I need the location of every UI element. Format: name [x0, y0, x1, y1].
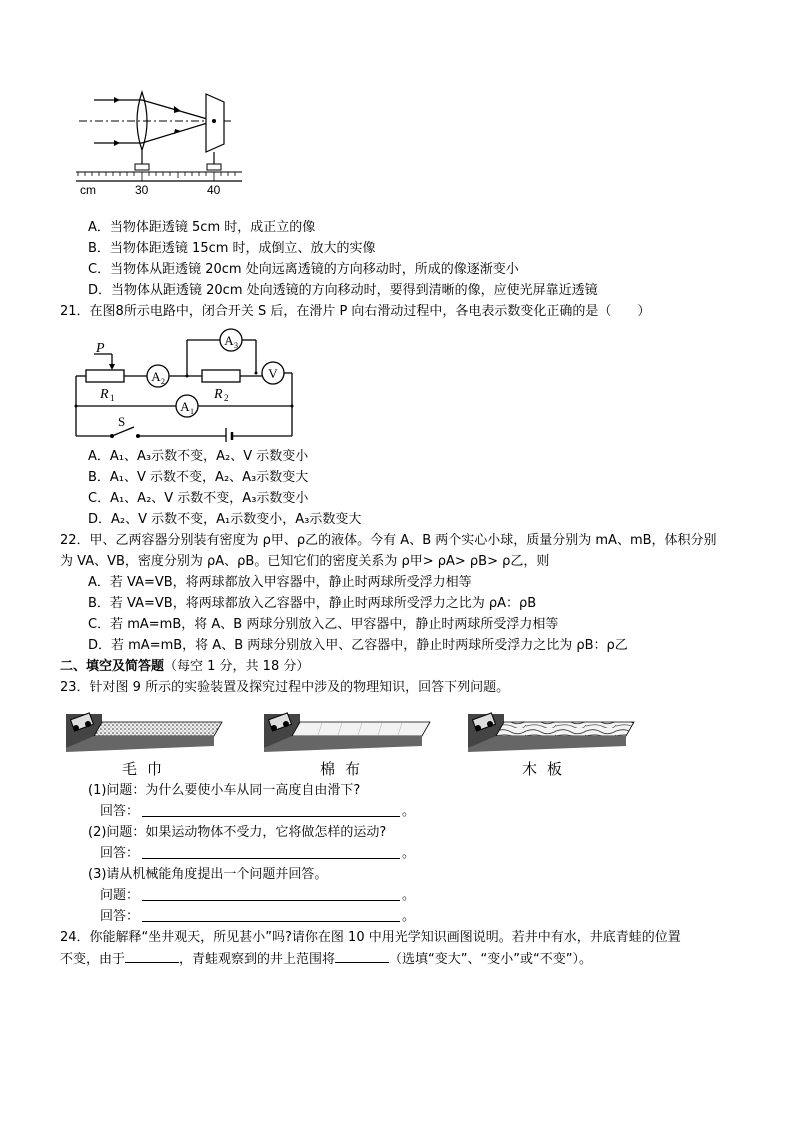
section-title: 二、填空及简答题 [60, 659, 165, 674]
circuit-label-r2-sub: 2 [224, 393, 229, 403]
q21-option-c: C．A₁、A₂、V 示数不变，A₃示数变小 [88, 491, 309, 506]
q23-answer-3-label: 回答： [100, 909, 140, 924]
ammeter-a3-sub: 3 [234, 341, 238, 350]
q23-question-3-field[interactable] [142, 900, 400, 901]
bench-unit: cm [80, 183, 96, 197]
ammeter-a1-sub: 1 [190, 407, 194, 416]
q20-option-a: A．当物体距透镜 5cm 时，成正立的像 [88, 220, 316, 235]
section-heading [60, 658, 309, 676]
q24-text-b: ，青蛙观察到的井上范围将 [179, 952, 336, 967]
q22-option-c: C．若 mA=mB，将 A、B 两球分别放入乙、甲容器中，静止时两球所受浮力相等 [88, 617, 559, 632]
surface-label-wood: 木板 [522, 760, 573, 778]
q23-question-1: (1)问题：为什么要使小车从同一高度自由滑下? [88, 783, 361, 798]
surface-label-cotton: 棉布 [320, 760, 371, 778]
q21-option-d: D．A₂、V 示数不变，A₁示数变小，A₃示数变大 [88, 512, 362, 527]
circuit-label-s: S [118, 414, 126, 429]
bench-tick-40: 40 [207, 183, 221, 197]
q20-option-d: D．当物体从距透镜 20cm 处向透镜的方向移动时，要得到清晰的像，应使光屏靠近透镜 [88, 283, 598, 298]
circuit-label-r1: R [100, 387, 109, 402]
ammeter-a2-sub: 2 [161, 377, 165, 386]
voltmeter-v-label: V [268, 366, 278, 381]
q24-text-c: （选填“变大”、“变小”或“不变”）。 [389, 952, 592, 967]
q24-line1: 24．你能解释“坐井观天，所见甚小”吗?请你在图 10 中用光学知识画图说明。若井中有水，井底青蛙的位置 [60, 930, 681, 945]
section-note: （每空 1 分，共 18 分） [164, 659, 310, 674]
q21-option-b: B．A₁、V 示数不变，A₂、A₃示数变大 [88, 470, 309, 485]
q23-question-3-end: 。 [402, 888, 416, 903]
bench-tick-30: 30 [135, 183, 149, 197]
q24-text-a: 不变，由于 [60, 952, 126, 967]
circuit-label-r2: R [214, 387, 223, 402]
q22-stem-line2: 为 VA、VB，密度分别为 ρA、ρB。已知它们的密度关系为 ρ甲> ρA> ρB> ρ乙，则 [60, 554, 550, 569]
ammeter-a1-label: A [180, 399, 190, 414]
q23-question-2: (2)问题：如果运动物体不受力，它将做怎样的运动? [88, 825, 387, 840]
ammeter-a3-label: A [224, 333, 234, 348]
q21-option-a: A．A₁、A₃示数不变，A₂、V 示数变小 [88, 449, 309, 464]
lens-bench-figure [74, 88, 244, 200]
circuit-diagram [72, 326, 298, 442]
q20-option-b: B．当物体距透镜 15cm 时，成倒立、放大的实像 [88, 241, 376, 256]
q24-blank-1[interactable] [125, 950, 179, 963]
q23-answer-1-label: 回答： [100, 804, 140, 819]
q22-stem-line1: 22．甲、乙两容器分别装有密度为 ρ甲、ρ乙的液体。今有 A、B 两个实心小球，质量分别为 mA、mB，体积分别 [60, 533, 717, 548]
q21-stem: 21．在图8所示电路中，闭合开关 S 后，在滑片 P 向右滑动过程中，各电表示数变化正确的是（ ） [60, 304, 651, 319]
q22-option-a: A．若 VA=VB，将两球都放入甲容器中，静止时两球所受浮力相等 [88, 575, 472, 590]
q23-stem: 23．针对图 9 所示的实验装置及探究过程中涉及的物理知识，回答下列问题。 [60, 680, 510, 695]
q23-answer-1-end: 。 [402, 804, 416, 819]
q22-option-b: B．若 VA=VB，将两球都放入乙容器中，静止时两球所受浮力之比为 ρA：ρB [88, 596, 537, 611]
q23-answer-2-end: 。 [402, 846, 416, 861]
q24-blank-2[interactable] [335, 950, 389, 963]
circuit-label-r1-sub: 1 [110, 393, 115, 403]
q24-line2 [60, 950, 592, 969]
q23-answer-1-field[interactable] [142, 816, 400, 817]
surface-label-towel: 毛巾 [122, 760, 173, 778]
circuit-label-p: P [96, 341, 105, 356]
q20-option-c: C．当物体从距透镜 20cm 处向远离透镜的方向移动时，所成的像逐渐变小 [88, 262, 519, 277]
q23-answer-2-field[interactable] [142, 858, 400, 859]
q23-question-3: (3)请从机械能角度提出一个问题并回答。 [88, 867, 328, 882]
q23-answer-3-field[interactable] [142, 921, 400, 922]
q23-answer-2-label: 回答： [100, 846, 140, 861]
friction-experiment-figure [64, 708, 644, 754]
q23-answer-3-end: 。 [402, 909, 416, 924]
ammeter-a2-label: A [151, 369, 161, 384]
q22-option-d: D．若 mA=mB，将 A、B 两球分别放入甲、乙容器中，静止时两球所受浮力之比为 ρB：ρ乙 [88, 638, 628, 653]
q23-question-3-label: 问题： [100, 888, 140, 903]
